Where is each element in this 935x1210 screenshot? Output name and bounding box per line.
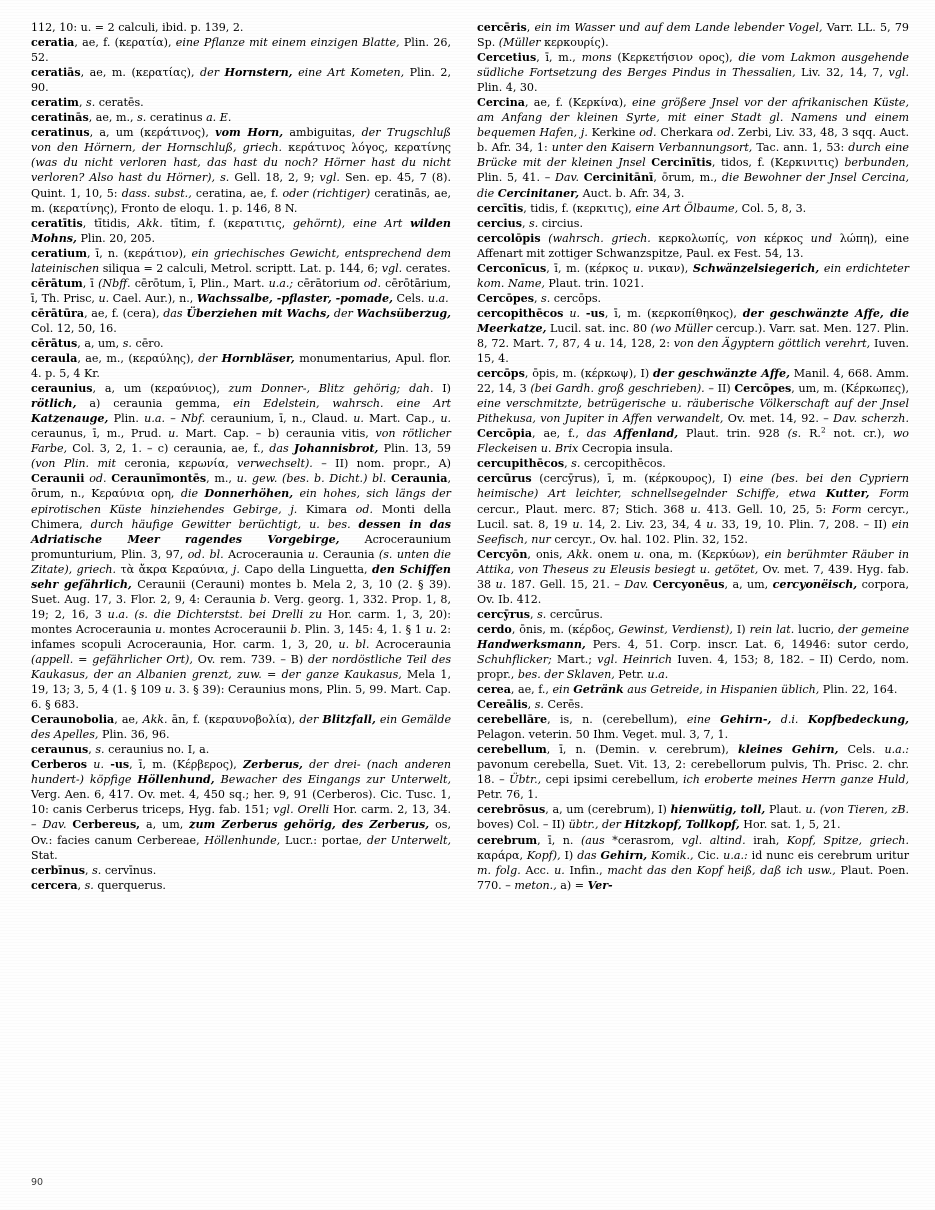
dictionary-entry: ceratia, ae, f. (κερατία), eine Pflanze mit einem einzigen Blatte, Plin. 26, 52.: [31, 36, 451, 65]
dictionary-entry: cercolōpis (wahrsch. griech. κερκολωπίς, von κέρκος und λώπη), eine Affenart mit zottiger Schwanzspitze, Paul. ex Fest. 54, 13.: [477, 231, 910, 260]
dictionary-entry: ceratītis, tītidis, Akk. tītim, f. (κερατιτις, gehörnt), eine Art wilden Mohns, Plin. 20, 205.: [31, 216, 451, 245]
dictionary-entry: cerea, ae, f., ein Getränk aus Getreide, in Hispanien üblich, Plin. 22, 164.: [477, 683, 898, 697]
dictionary-entry: ceratium, ī, n. (κεράτιον), ein griechisches Gewicht, entsprechend dem lateinischen siliqua = 2 calculi, Metrol. scriptt. Lat. p. 144, 6; vgl. cerates.: [31, 246, 451, 275]
dictionary-entry: Cercetius, ī, m., mons (Κερκετήσιον ορος), die vom Lakmon ausgehende südliche Fortsetzung des Berges Pindus in Thessalien, Liv. 32, 14, 7, vgl. Plin. 4, 30.: [477, 51, 909, 95]
dictionary-entry: cercōps, ōpis, m. (κέρκωψ), I) der geschwänzte Affe, Manil. 4, 668. Amm. 22, 14, 3 (bei Gardh. groß geschrieben). – II) Cercōpes, um, m. (Κέρκωπες), eine verschmitzte, betrügerische u. räuberische Völkerschaft auf der Jnsel Pithekusa, von Jupiter in Affen verwandelt, Ov. met. 14, 92. – Dav. scherzh. Cercōpia, ae, f., das Affenland, Plaut. trin. 928 (s. R.$^2$ not. cr.), wo Fleckeisen u. Brix Cecropia insula.: [477, 367, 910, 456]
dictionary-entry: Cerberos u. -us, ī, m. (Κέρβερος), Zerberus, der drei- (nach anderen hundert-) köpfige Höllenhund, Bewacher des Eingangs zur Unterwelt, Verg. Aen. 6, 417. Ov. met. 4, 450 sq.; her. 9, 91 (Cerberos). Cic. Tusc. 1, 10: canis Cerberus triceps, Hyg. fab. 151; vgl. Orelli Hor. carm. 2, 13, 34. – Dav. Cerbereus, a, um, zum Zerberus gehörig, des Zerberus, os, Ov.: facies canum Cerbereae, Höllenhunde, Lucr.: portae, der Unterwelt, Stat.: [31, 758, 452, 862]
dictionary-entry: ceraunius, a, um (κεραύνιος), zum Donner-, Blitz gehörig; dah. I) rötlich, a) ceraunia gemma, ein Edelstein, wahrsch. eine Art Katzenauge, Plin. u.a. – Nbf. ceraunium, ī, n., Claud. u. Mart. Cap., u. ceraunus, ī, m., Prud. u. Mart. Cap. – b) ceraunia vitis, von rötlicher Farbe, Col. 3, 2, 1. – c) ceraunia, ae, f., das Johannisbrot, Plin. 13, 59 (von Plin. mit ceronia, κερωνία, verwechselt). – II) nom. propr., A) Ceraunii od. Ceraunīmontēs, m., u. gew. (bes. b. Dicht.) bl. Ceraunia, ōrum, n., Κεραύνια ορη, die Donnerhöhen, ein hohes, sich längs der epirotischen Küste hinziehendes Gebirge, j. Kimara od. Monti della Chimera, durch häufige Gewitter berüchtigt, u. bes. dessen in das Adriatische Meer ragendes Vorgebirge, Acroceraunium promunturium, Plin. 3, 97, od. bl. Acroceraunia u. Ceraunia (s. unten die Zitate), griech. τὰ ἄκρα Κεραύνια, j. Capo della Linguetta, den Schiffen sehr gefährlich, Ceraunii (Cerauni) montes b. Mela 2, 3, 10 (2. § 39). Suet. Aug. 17, 3. Flor. 2, 9, 4: Ceraunia b. Verg. georg. 1, 332. Prop. 1, 8, 19; 2, 16, 3 u.a. (s. die Dichterstst. bei Drelli zu Hor. carm. 1, 3, 20): montes Acroceraunia u. montes Acroceraunii b. Plin. 3, 145: 4, 1. § 1 u. 2: infames scopuli Acroceraunia, Hor. carm. 1, 3, 20, u. bl. Acroceraunia (appell. = gefährlicher Ort), Ov. rem. 739. – B) der nordöstliche Teil des Kaukasus, der an Albanien grenzt, zuw. = der ganze Kaukasus, Mela 1, 19, 13; 3, 5, 4 (1. § 109 u. 3. § 39): Ceraunius mons, Plin. 5, 99. Mart. Cap. 6. § 683.: [31, 382, 452, 712]
dictionary-entry: ceratinās, ae, m., s. ceratinus a. E.: [31, 111, 232, 125]
dictionary-entry: cērātūra, ae, f. (cera), das Überziehen mit Wachs, der Wachsüberzug, Col. 12, 50, 16.: [31, 306, 452, 335]
dictionary-entry: cercēris, ein im Wasser und auf dem Lande lebender Vogel, Varr. LL. 5, 79 Sp. (Müller κερκουρίς).: [477, 21, 909, 50]
dictionary-entry: ceratim, s. ceratēs.: [31, 96, 144, 110]
dictionary-entry: cercius, s. circius.: [477, 216, 583, 230]
dictionary-entry: ceraula, ae, m., (κεραύλης), der Hornbläser, monumentarius, Apul. flor. 4. p. 5, 4 Kr.: [31, 352, 452, 381]
dictionary-entry: cērātum, ī (Nbff. cērōtum, ī, Plin., Mart. u.a.; cērātorium od. cērōtārium, ī, Th. Prisc, u. Cael. Aur.), n., Wachssalbe, -pflaster, -pomade, Cels. u.a.: [31, 276, 451, 305]
dictionary-entry: Cerconīcus, ī, m. (κέρκος u. νικαν), Schwänzelsiegerich, ein erdichteter kom. Name, Plaut. trin. 1021.: [477, 261, 910, 290]
dictionary-entry: cerdo, ōnis, m. (κέρδος, Gewinst, Verdienst), I) rein lat. lucrio, der gemeine Handwerksmann, Pers. 4, 51. Corp. inscr. Lat. 6, 14946: sutor cerdo, Schuhflicker; Mart.; vgl. Heinrich Iuven. 4, 153; 8, 182. – II) Cerdo, nom. propr., bes. der Sklaven, Petr. u.a.: [477, 622, 910, 682]
dictionary-entry: cerebrōsus, a, um (cerebrum), I) hienwütig, toll, Plaut. u. (von Tieren, zB. boves) Col. – II) übtr., der Hitzkopf, Tollkopf, Hor. sat. 1, 5, 21.: [477, 803, 910, 832]
dictionary-entry: ceratiās, ae, m. (κερατίας), der Hornstern, eine Art Kometen, Plin. 2, 90.: [31, 66, 451, 95]
dictionary-entry: cercȳrus, s. cercūrus.: [477, 607, 603, 621]
dictionary-entry: Cercyōn, onis, Akk. onem u. ona, m. (Κερκύων), ein berühmter Räuber in Attika, von Theseus zu Eleusis besiegt u. getötet, Ov. met. 7, 439. Hyg. fab. 38 u. 187. Gell. 15, 21. – Dav. Cercyonēus, a, um, cercyonëisch, corpora, Ov. Ib. 412.: [477, 547, 910, 606]
dictionary-entry: cercītis, tidis, f. (κερκιτις), eine Art Ölbaume, Col. 5, 8, 3.: [477, 201, 807, 215]
dictionary-entry: ceraunus, s. ceraunius no. I, a.: [31, 743, 210, 757]
dictionary-entry: cerebellum, ī, n. (Demin. v. cerebrum), kleines Gehirn, Cels. u.a.: pavonum cerebella, Suet. Vit. 13, 2: cerebellorum pulvis, Th. Prisc. 2. chr. 18. – Übtr., cepi ipsimi cerebellum, ich eroberte meines Herrn ganze Huld, Petr. 76, 1.: [477, 743, 910, 802]
left-column: [31, 20, 451, 1160]
dictionary-entry: cerebrum, ī, n. (aus *cerasrom, vgl. altind. irah, Kopf, Spitze, griech. καράρα, Kopf), I) das Gehirn, Komik., Cic. u.a.: id nunc eis cerebrum uritur m. folg. Acc. u. Infin., macht das den Kopf heiß, daß ich usw., Plaut. Poen. 770. – meton., a) = Ver-: [477, 833, 910, 892]
right-column: [477, 20, 909, 1160]
dictionary-entry: Ceraunobolia, ae, Akk. ān, f. (κεραυνοβολία), der Blitzfall, ein Gemälde des Apelles, Plin. 36, 96.: [31, 713, 452, 742]
dictionary-entry: ceratinus, a, um (κεράτινος), vom Horn, ambiguitas, der Trugschluß von den Hörnern, der Hornschluß, griech. κεράτινος λόγος, κερατίνης (was du nicht verloren hast, das hast du noch? Hörner hast du nicht verloren? Also hast du Hörner), s. Gell. 18, 2, 9; vgl. Sen. ep. 45, 7 (8). Quint. 1, 10, 5: dass. subst., ceratina, ae, f. oder (richtiger) ceratinās, ae, m. (κερατίνης), Fronto de eloqu. 1. p. 146, 8 N.: [31, 126, 452, 215]
dictionary-entry: Cercōpes, s. cercōps.: [477, 291, 602, 305]
page-number: 90: [31, 1177, 44, 1188]
dictionary-entry: cerbīnus, s. cervīnus.: [31, 863, 157, 877]
dictionary-entry: Cereālis, s. Cerēs.: [477, 698, 584, 712]
dictionary-entry: cercopithēcos u. -us, ī, m. (κερκοπίθηκος), der geschwänzte Affe, die Meerkatze, Lucil. sat. inc. 80 (wo Müller cercup.). Varr. sat. Men. 127. Plin. 8, 72. Mart. 7, 87, 4 u. 14, 128, 2: von den Ägyptern göttlich verehrt, Iuven. 15, 4.: [477, 306, 910, 366]
dictionary-entry: Cercina, ae, f. (Κερκίνα), eine größere Jnsel vor der afrikanischen Küste, am Anfang der kleinen Syrte, mit einer Stadt gl. Namens und einem bequemen Hafen, j. Kerkine od. Cherkara od. Zerbi, Liv. 33, 48, 3 sqq. Auct. b. Afr. 34, 1: unter den Kaisern Verbannungsort, Tac. ann. 1, 53: durch eine Brücke mit der kleinen Jnsel Cercinītis, tidos, f. (Κερκινιτις) berbunden, Plin. 5, 41. – Dav. Cercinitānī, ōrum, m., die Bewohner der Jnsel Cercina, die Cercinitaner, Auct. b. Afr. 34, 3.: [477, 96, 910, 200]
dictionary-entry: cercera, s. querquerus.: [31, 878, 166, 892]
dictionary-entry: cercupithēcos, s. cercopithēcos.: [477, 457, 666, 471]
entry-continuation: 112, 10: u. = 2 calculi, ibid. p. 139, 2.: [31, 21, 244, 34]
dictionary-entry: cērātus, a, um, s. cēro.: [31, 336, 164, 350]
dictionary-entry: cerebellāre, is, n. (cerebellum), eine Gehirn-, d.i. Kopfbedeckung, Pelagon. veterin. 50 Ihm. Veget. mul. 3, 7, 1.: [477, 713, 909, 742]
two-column-body: [31, 20, 909, 1160]
dictionary-entry: cercūrus (cercȳrus), ī, m. (κέρκουρος), I) eine (bes. bei den Cypriern heimische) Art leichter, schnellsegelnder Schiffe, etwa Kutter, Form cercur., Plaut. merc. 87; Stich. 368 u. 413. Gell. 10, 25, 5: Form cercyr., Lucil. sat. 8, 19 u. 14, 2. Liv. 23, 34, 4 u. 33, 19, 10. Plin. 7, 208. – II) ein Seefisch, nur cercyr., Ov. hal. 102. Plin. 32, 152.: [477, 472, 910, 546]
